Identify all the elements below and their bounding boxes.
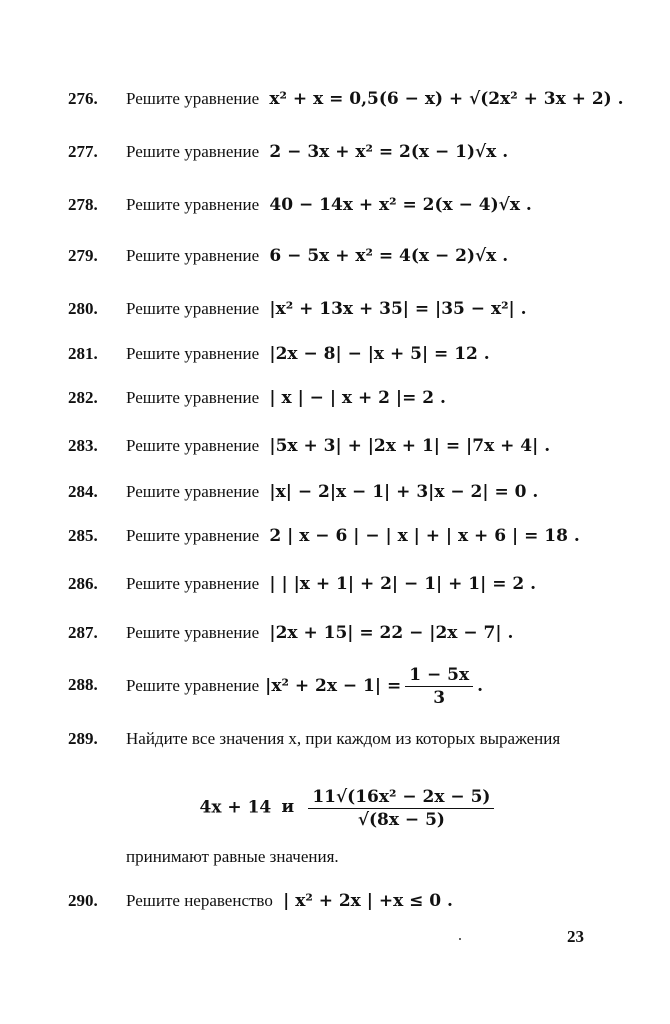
problem-number: 276.	[68, 89, 98, 108]
problem-277	[68, 141, 630, 163]
problem-number: 281.	[68, 344, 98, 363]
problem-number: 282.	[68, 388, 98, 407]
problem-286	[68, 573, 630, 595]
problem-lead: Решите уравнение	[126, 299, 260, 318]
conjunction: и	[281, 797, 295, 818]
problem-number: 279.	[68, 246, 98, 265]
equation: |2x − 8| − |x + 5| = 12 .	[269, 344, 490, 364]
problem-lead: Решите уравнение	[126, 676, 260, 695]
problem-lead: Решите неравенство	[126, 891, 273, 910]
equation: |x² + 13x + 35| = |35 − x²| .	[269, 299, 527, 319]
problem-283	[68, 435, 630, 457]
problem-number: 284.	[68, 482, 98, 501]
equation: 40 − 14x + x² = 2(x − 4)√x .	[269, 195, 532, 215]
problem-text-continued: принимают равные значения.	[126, 847, 339, 866]
problem-number: 288.	[68, 675, 98, 694]
problem-280	[68, 298, 630, 320]
equation: | | |x + 1| + 2| − 1| + 1| = 2 .	[269, 574, 537, 594]
problem-285	[68, 525, 630, 547]
problem-number: 283.	[68, 436, 98, 455]
problem-lead: Решите уравнение	[126, 623, 260, 642]
equation: x² + x = 0,5(6 − x) + √(2x² + 3x + 2) .	[269, 89, 624, 109]
expression-left: 4x + 14	[199, 797, 272, 818]
problem-lead: Решите уравнение	[126, 344, 260, 363]
fraction	[405, 664, 473, 709]
problem-number: 277.	[68, 142, 98, 161]
problem-281	[68, 343, 630, 365]
problem-lead: Решите уравнение	[126, 482, 260, 501]
problem-lead: Решите уравнение	[126, 142, 260, 161]
problem-lead: Решите уравнение	[126, 89, 260, 108]
problem-289	[68, 728, 630, 868]
fraction-numerator: 11√(16x² − 2x − 5)	[308, 786, 494, 809]
fraction-denominator: √(8x − 5)	[357, 810, 445, 830]
problem-number: 290.	[68, 891, 98, 910]
equation: |5x + 3| + |2x + 1| = |7x + 4| .	[269, 436, 551, 456]
equation: 2 | x − 6 | − | x | + | x + 6 | = 18 .	[269, 526, 580, 546]
problem-lead: Решите уравнение	[126, 436, 260, 455]
problem-number: 280.	[68, 299, 98, 318]
equation: | x | − | x + 2 |= 2 .	[269, 388, 446, 408]
problem-282	[68, 387, 630, 409]
fraction-numerator: 1 − 5x	[405, 664, 473, 687]
problem-text: Найдите все значения x, при каждом из которых выражения	[126, 729, 561, 748]
equation: |2x + 15| = 22 − |2x − 7| .	[269, 623, 514, 643]
equation: 6 − 5x + x² = 4(x − 2)√x .	[269, 246, 509, 266]
problem-288	[68, 663, 630, 709]
fraction	[308, 786, 494, 831]
problem-290	[68, 890, 630, 912]
equation-left: |x² + 2x − 1| =	[265, 676, 402, 696]
problem-number: 285.	[68, 526, 98, 545]
inequality: | x² + 2x | +x ≤ 0 .	[283, 891, 453, 911]
problem-278	[68, 194, 630, 216]
equation-end: .	[477, 676, 484, 696]
problem-number: 278.	[68, 195, 98, 214]
problem-number: 286.	[68, 574, 98, 593]
problem-lead: Решите уравнение	[126, 388, 260, 407]
problem-lead: Решите уравнение	[126, 574, 260, 593]
equation: |x| − 2|x − 1| + 3|x − 2| = 0 .	[269, 482, 539, 502]
print-speck	[459, 938, 461, 940]
problem-number: 289.	[68, 729, 98, 748]
problem-number: 287.	[68, 623, 98, 642]
problem-lead: Решите уравнение	[126, 526, 260, 545]
expressions-row	[68, 786, 630, 831]
problem-lead: Решите уравнение	[126, 195, 260, 214]
fraction-denominator: 3	[433, 687, 446, 708]
problem-276	[68, 88, 630, 110]
equation: 2 − 3x + x² = 2(x − 1)√x .	[269, 142, 509, 162]
problem-279	[68, 245, 630, 267]
problem-287	[68, 622, 630, 644]
page-number: 23	[567, 927, 584, 946]
problem-284	[68, 481, 630, 503]
problem-lead: Решите уравнение	[126, 246, 260, 265]
